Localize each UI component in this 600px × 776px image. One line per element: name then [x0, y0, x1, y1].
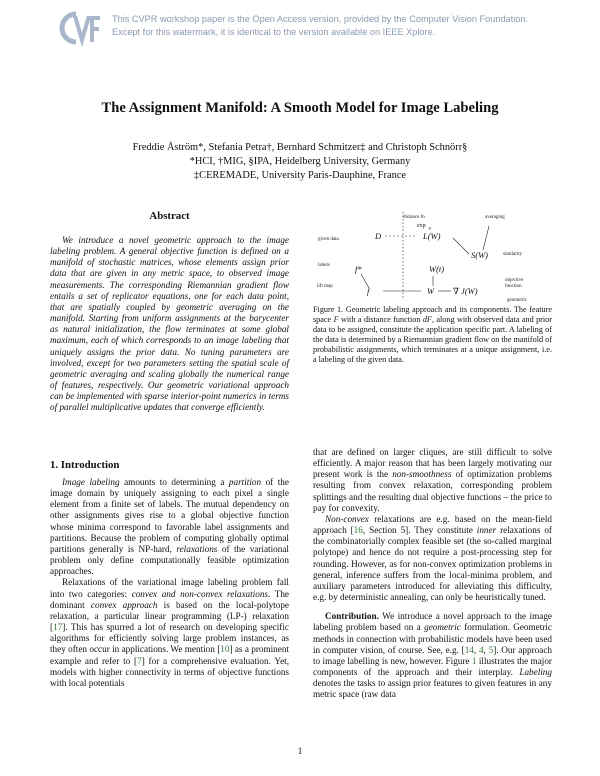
citation-link[interactable]: 10: [220, 644, 230, 655]
fig-symbol-fprime: f*: [355, 264, 362, 274]
right-paragraph-1: that are defined on larger cliques, are still difficult to solve efficiently. A major reason that has been largely motivating our present work is the non-smoothness of optimization problems resulting from convex relaxation, corresponding problem splittings and the resulting dual objective functions – the price to pay for convexity.: [313, 447, 553, 513]
citation-link[interactable]: 14: [464, 644, 474, 655]
fig-symbol-f: f: [367, 286, 370, 296]
watermark: [112, 13, 552, 38]
citation-link[interactable]: 7: [137, 655, 142, 666]
right-paragraph-2: Non-convex relaxations are e.g. based on the mean-field approach [16, Section 5]. They constitute inner relaxations of the combinatorially complex feasible set (the so-called marginal polytope) and hence do not require a post-processing step for rounding. However, as for non-convex optimization problems in general, inference suffers from the local-minima problem, and auxiliary parameters introduced for alleviating this difficulty, e.g. by deterministic annealing, can only be heuristically tuned.: [313, 513, 552, 603]
abstract-heading: Abstract: [149, 210, 190, 222]
fig-symbol-gradJ: ∇ J(W): [453, 286, 478, 296]
fig-symbol-D: D: [375, 231, 382, 241]
citation-link[interactable]: 17: [53, 622, 63, 633]
fig-label-exp: exp: [417, 223, 426, 229]
fig-symbol-Wt: W(t): [429, 264, 445, 274]
right-paragraph-3: Contribution. We introduce a novel approach to the image labeling problem based on a geometric formulation. Geometric methods in connection with probabilistic models have been used in computer vision, of course. See, e.g. [14, 4, 5]. Our approach to image labelling is new, however. Figure 1 illustrates the major components of the approach and their interplay. Labeling denotes the tasks to assign prior features to given features in any metric space (raw data: [313, 611, 553, 700]
citation-link[interactable]: 4: [478, 644, 484, 655]
fig-symbol-LW: L(W): [423, 231, 441, 241]
section-heading-introduction: 1. Introduction: [50, 459, 120, 471]
fig-symbol-SW: S(W): [471, 250, 488, 260]
watermark-line-1: This CVPR workshop paper is the Open Access version, provided by the Computer Vision Foundation.: [112, 14, 529, 24]
fig-label-averaging: averaging: [485, 215, 505, 220]
fig-label-exp-sub: p: [429, 225, 431, 230]
affiliation-2: ‡CEREMADE, University Paris-Dauphine, France: [193, 170, 407, 181]
figure-1-diagram: [313, 208, 552, 303]
affiliation-1: *HCI, †MIG, §IPA, Heidelberg University, Germany: [189, 156, 411, 167]
fig-label-objective: objective: [505, 278, 524, 283]
figure-link[interactable]: 1: [471, 655, 477, 666]
fig-label-lift-map: lift map: [317, 284, 333, 289]
right-column-text: [313, 447, 552, 700]
watermark-line-2: Except for this watermark, it is identical to the version available on IEEE Xplore.: [112, 26, 436, 37]
citation-link[interactable]: 5: [488, 644, 494, 655]
page-number: 1: [297, 746, 303, 756]
fig-label-given-data: given data: [318, 237, 339, 242]
intro-paragraph-2: Relaxations of the variational image labeling problem fall into two categories: convex and non-convex relaxations. The dominant convex approach is based on the local-polytope relaxation, a particular linear programming (LP-) relaxation [17]. This has spurred a lot of research on developing specific algorithms for efficiently solving large problem instances, as they often occur in applications. We mention [10] as a prominent example and refer to [7] for a comprehensive evaluation. Yet, models with higher connectivity in terms of objective functions with local potentials: [50, 577, 289, 688]
author-names: Freddie Åström*, Stefania Petra†, Bernhard Schmitzer‡ and Christoph Schnörr§: [132, 142, 468, 153]
fig-label-geometric: geometric: [507, 298, 527, 303]
abstract-text: We introduce a novel geometric approach to the image labeling problem. A general objective function is defined on a manifold of stochastic matrices, whose elements assign prior data that are given in any metric space, to observed image measurements. The corresponding Riemannian gradient flow entails a set of replicator equations, one for each data point, that are spatially coupled by geometric averaging on the manifold. Starting from uniform assignments at the barycenter as natural initialization, the flow terminates at some global maximum, each of which corresponds to an image labeling that uniquely assigns the prior data. No tuning parameters are involved, except for two parameters setting the spatial scale of geometric averaging and scaling globally the numerical range of features, respectively. Our geometric variational approach can be implemented with sparse interior-point numerics in terms of parallel multiplicative updates that converge efficiently.: [50, 235, 289, 413]
fig-label-labels: labels: [318, 263, 330, 268]
left-column-text: [50, 477, 289, 689]
fig-label-function: function: [505, 284, 522, 289]
figure-1-caption: Figure 1. Geometric labeling approach and its components. The feature space F with a distance function dF, along with observed data and prior data to be assigned, constitute the application specific part. A labeling of the data is determined by a Riemannian gradient flow on the manifold of probabilistic assignments, which terminates at a unique assignment, i.e. a labeling of the given data.: [313, 305, 552, 365]
fig-label-distance-fn: distance fn: [403, 215, 425, 220]
citation-link[interactable]: 16: [353, 525, 363, 536]
cvf-logo: [58, 10, 102, 46]
fig-label-similarity: similarity: [503, 252, 523, 257]
paper-title: The Assignment Manifold: A Smooth Model for Image Labeling: [101, 100, 499, 116]
intro-paragraph-1: Image labeling amounts to determining a partition of the image domain by uniquely assigning to each pixel a single element from a finite set of labels. The mutual dependency on other assignments gives rise to a global objective function whose minima correspond to favorable label assignments and partitions. Because the problem of computing globally optimal partitions generally is NP-hard, relaxations of the variational problem only define computationally feasible optimization approaches.: [50, 477, 289, 577]
fig-symbol-W: W: [427, 286, 435, 296]
